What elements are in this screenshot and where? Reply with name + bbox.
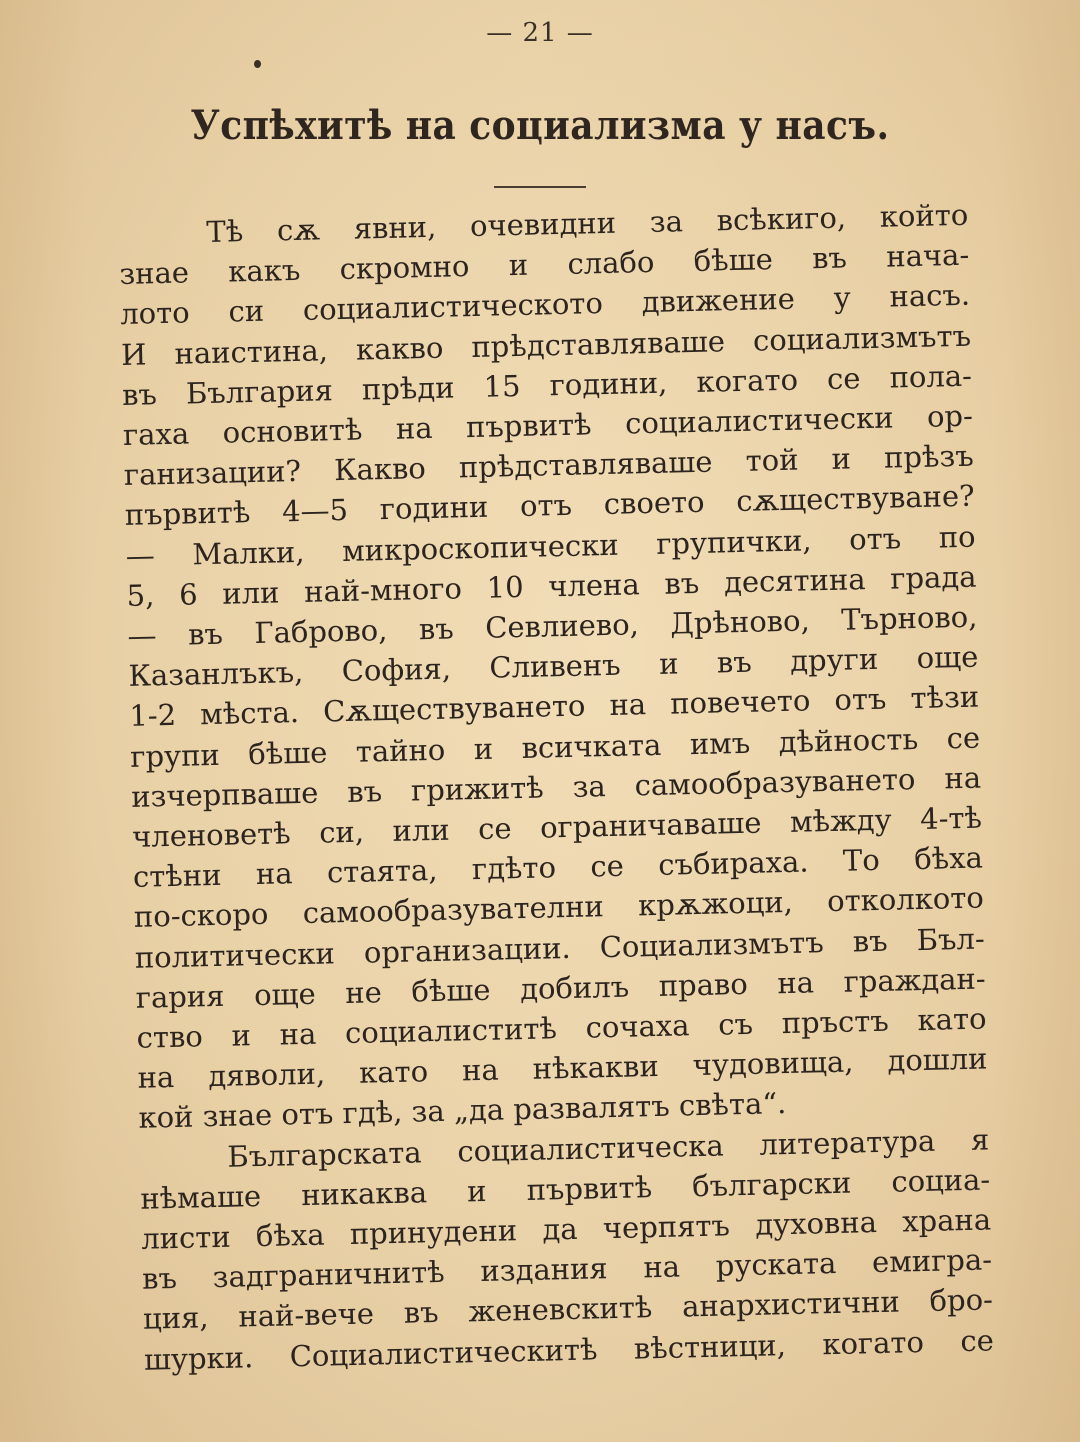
text-line: ганизации? Какво прѣдставляваше той и прѣзъ: [123, 438, 975, 493]
paragraph: [139, 1119, 994, 1379]
text-line: Българската социалистическа литература я: [227, 1122, 990, 1174]
page-number: — 21 —: [486, 18, 594, 48]
text-line: ство и на социалиститѣ сочаха съ пръстъ като: [136, 1001, 987, 1055]
text-line: на дяволи, като на нѣкакви чудовища, дошли: [137, 1041, 988, 1096]
title-divider: [494, 186, 586, 188]
text-line: 5, 6 или най-много 10 члена въ десятина града: [126, 559, 977, 613]
text-line: по-скоро самообразувателни крѫжоци, отколкото: [133, 880, 985, 935]
text-line: шурки. Социалистическитѣ вѣстници, когато се: [143, 1323, 995, 1377]
text-line: — Малки, микроскопически групички, отъ по: [125, 519, 976, 573]
text-line: Тѣ сѫ явни, очевидни за всѣкиго, който: [206, 197, 969, 249]
chapter-title: Успѣхитѣ на социализма у насъ.: [190, 102, 890, 149]
text-line: въ задграничнитѣ издания на руската емигра-: [141, 1242, 993, 1297]
text-line: лото си социалистическото движение у насъ.: [119, 278, 971, 332]
paragraph: [118, 195, 989, 1139]
text-line: Казанлъкъ, София, Сливенъ и въ други още: [128, 639, 979, 694]
text-line: членоветѣ си, или се ограничаваше мѣжду 4-тѣ: [131, 800, 983, 854]
text-line: И наистина, какво прѣдставляваше социализмътъ: [120, 318, 972, 372]
text-line: 1-2 мѣста. Сѫществуването на повечето отъ тѣзи: [129, 680, 980, 734]
ink-speck: [254, 60, 261, 68]
text-line: ция, най-вече въ женевскитѣ анархистични бро-: [142, 1282, 994, 1337]
text-line: кой знае отъ гдѣ, за „да развалятъ свѣта“.: [138, 1086, 787, 1136]
text-line: гаха основитѣ на първитѣ социалистически ор-: [122, 398, 974, 452]
text-line: знае какъ скромно и слабо бѣше въ нача-: [118, 237, 970, 292]
text-line: въ България прѣди 15 години, когато се пола-: [121, 358, 973, 412]
text-line: първитѣ 4—5 години отъ своето сѫществуване?: [124, 479, 976, 533]
body-text: [118, 195, 994, 1380]
text-line: групи бѣше тайно и всичката имъ дѣйность се: [129, 720, 981, 774]
text-line: — въ Габрово, въ Севлиево, Дрѣново, Търново,: [127, 599, 978, 653]
text-line: политически организации. Социализмътъ въ Бъл-: [134, 921, 986, 975]
text-line: листи бѣха принудени да черпятъ духовна храна: [140, 1202, 992, 1256]
text-line: гария още не бѣше добилъ право на граждан-: [135, 961, 986, 1015]
text-line: стѣни на стаята, гдѣто се събираха. То бѣха: [132, 840, 984, 895]
text-line: изчерпваше въ грижитѣ за самообразуването на: [130, 760, 982, 814]
text-line: нѣмаше никаква и първитѣ български социа-: [139, 1162, 991, 1216]
